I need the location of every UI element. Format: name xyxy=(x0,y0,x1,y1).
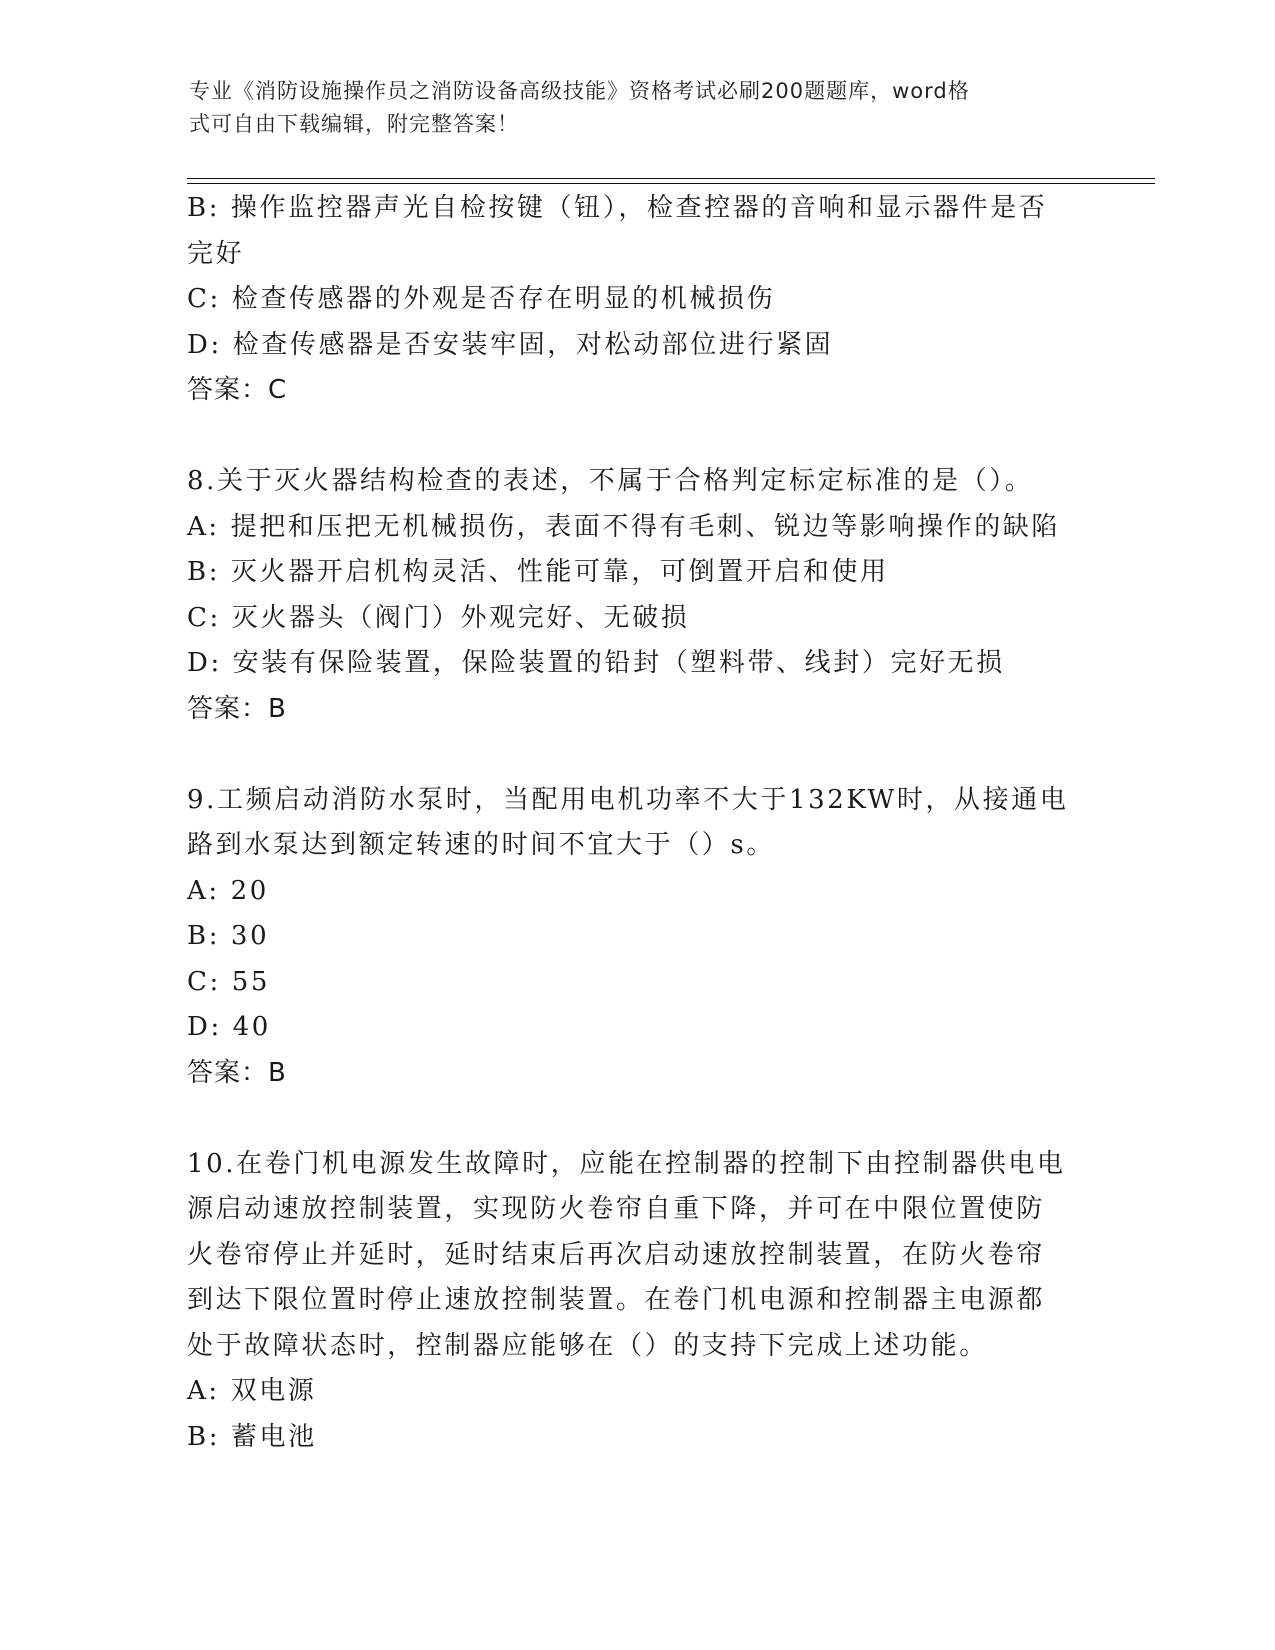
answer-label: 答案：B xyxy=(187,693,287,724)
question-stem-continued: 到达下限位置时停止速放控制装置。在卷门机电源和控制器主电源都 xyxy=(187,1285,1046,1315)
spacer xyxy=(187,732,1087,778)
answer-label: 答案：B xyxy=(187,1057,287,1088)
header-divider-top xyxy=(187,178,1155,179)
option-d: D: 检查传感器是否安装牢固，对松动部位进行紧固 xyxy=(187,329,834,360)
spacer xyxy=(187,1096,1087,1142)
option-b-continued: 完好 xyxy=(187,238,245,269)
header-divider-bottom xyxy=(187,183,1155,184)
option-c: C: 检查传感器的外观是否存在明显的机械损伤 xyxy=(187,284,776,314)
question-stem-continued: 路到水泵达到额定转速的时间不宜大于（）s。 xyxy=(187,830,775,860)
question-stem: 9.工频启动消防水泵时，当配用电机功率不大于132KW时，从接通电 xyxy=(187,784,1069,815)
answer-label: 答案：C xyxy=(187,375,288,405)
option-a: A: 提把和压把无机械损伤，表面不得有毛刺、锐边等影响操作的缺陷 xyxy=(187,511,1061,542)
question-7-continued xyxy=(187,186,1087,414)
option-c: C: 灭火器头（阀门）外观完好、无破损 xyxy=(187,602,690,633)
document-header xyxy=(189,75,1069,141)
question-10 xyxy=(187,1142,1087,1461)
option-c: C: 55 xyxy=(187,966,271,997)
option-b: B: 30 xyxy=(187,921,270,951)
question-stem-continued: 源启动速放控制装置，实现防火卷帘自重下降，并可在中限位置使防 xyxy=(187,1194,1046,1224)
option-a: A: 双电源 xyxy=(187,1376,317,1406)
option-d: D: 安装有保险装置，保险装置的铅封（塑料带、线封）完好无损 xyxy=(187,648,1005,678)
header-line-2: 式可自由下载编辑，附完整答案！ xyxy=(189,112,519,136)
question-stem: 10.在卷门机电源发生故障时，应能在控制器的控制下由控制器供电电 xyxy=(187,1148,1066,1179)
option-b: B: 蓄电池 xyxy=(187,1421,317,1452)
header-line-1: 专业《消防设施操作员之消防设备高级技能》资格考试必刷200题题库，word格 xyxy=(189,79,970,103)
question-stem-continued: 处于故障状态时，控制器应能够在（）的支持下完成上述功能。 xyxy=(187,1330,988,1361)
option-b: B: 操作监控器声光自检按键（钮），检查控器的音响和显示器件是否 xyxy=(187,193,1048,223)
option-d: D: 40 xyxy=(187,1012,271,1042)
question-stem: 8.关于灭火器结构检查的表述，不属于合格判定标定标准的是（）。 xyxy=(187,466,1034,496)
option-a: A: 20 xyxy=(187,875,269,906)
spacer xyxy=(187,414,1087,460)
question-stem-continued: 火卷帘停止并延时，延时结束后再次启动速放控制装置，在防火卷帘 xyxy=(187,1239,1046,1270)
question-content xyxy=(187,186,1087,1460)
option-b: B: 灭火器开启机构灵活、性能可靠，可倒置开启和使用 xyxy=(187,557,889,587)
question-8 xyxy=(187,459,1087,732)
question-9 xyxy=(187,778,1087,1097)
